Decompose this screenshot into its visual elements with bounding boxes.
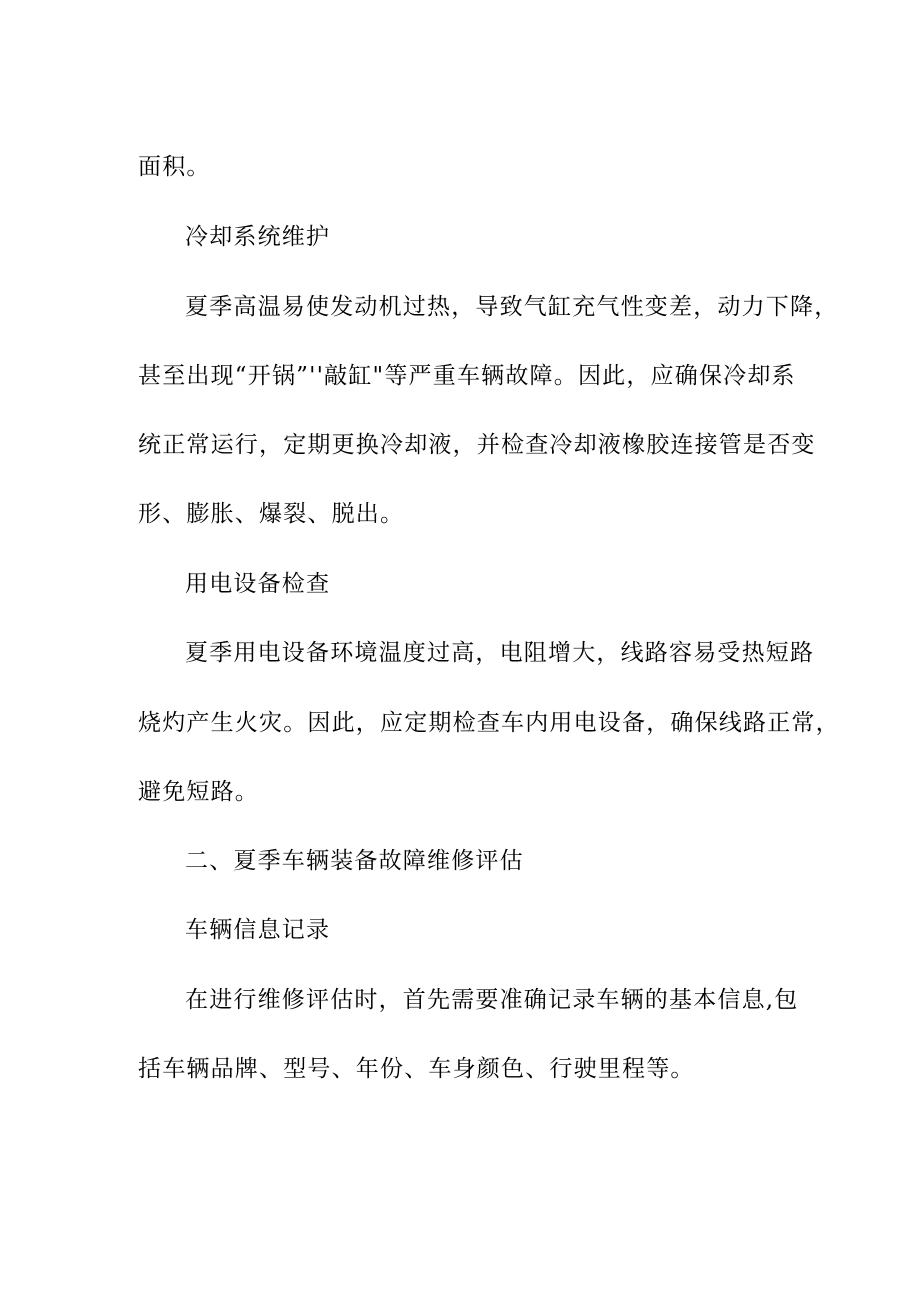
section-heading-cooling-system: 冷却系统维护 [185, 224, 331, 250]
paragraph-cooling-line-2: 甚至出现“开锅”''敲缸"等严重车辆故障。因此，应确保冷却系 [138, 363, 796, 389]
section-heading-vehicle-info: 车辆信息记录 [185, 917, 331, 943]
paragraph-electrical-line-1: 夏季用电设备环境温度过高，电阻增大，线路容易受热短路 [185, 640, 815, 666]
paragraph-cooling-line-1: 夏季高温易使发动机过热，导致气缸充气性变差，动力下降， [185, 294, 839, 320]
chapter-heading-repair-assessment: 二、夏季车辆装备故障维修评估 [185, 848, 524, 874]
paragraph-electrical-line-2: 烧灼产生火灾。因此，应定期检查车内用电设备，确保线路正常， [138, 710, 840, 736]
paragraph-cooling-line-3: 统正常运行，定期更换冷却液，并检查冷却液橡胶连接管是否变 [138, 432, 816, 458]
paragraph-electrical-line-3: 避免短路。 [138, 779, 259, 805]
paragraph-vehicle-info-line-1: 在进行维修评估时，首先需要准确记录车辆的基本信息,包 [185, 987, 799, 1013]
section-heading-electrical-check: 用电设备检查 [185, 571, 331, 597]
paragraph-continuation: 面积。 [138, 154, 211, 180]
paragraph-cooling-line-4: 形、膨胀、爆裂、脱出。 [138, 501, 405, 527]
paragraph-vehicle-info-line-2: 括车辆品牌、型号、年份、车身颜色、行驶里程等。 [138, 1056, 695, 1082]
